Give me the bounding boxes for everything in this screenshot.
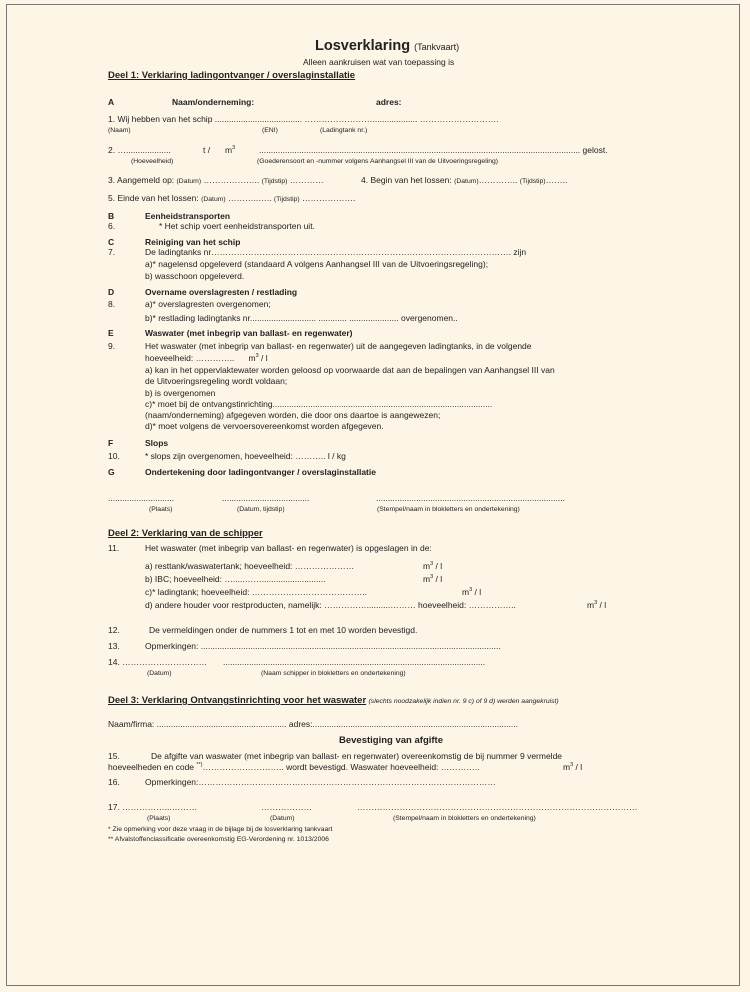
item-15-code-field[interactable]: hoeveelheden en code **)……………………….. wordt bevestigd. Waswater hoeveelheid: ………….. [108, 762, 480, 772]
item-9-option-c-cont: (naam/onderneming) afgegeven worden, die door ons daartoe is aangewezen; [145, 410, 441, 420]
section-c-title: Reiniging van het schip [145, 237, 241, 247]
footnote-1: * Zie opmerking voor deze vraag in de bijlage bij de losverklaring tankvaart [108, 826, 333, 833]
item-17-signature-field[interactable]: ……………………………………………………………………………………… [357, 802, 638, 812]
item-15-number: 15. [108, 751, 120, 761]
item-11-option-b-unit: $m^3$ / l [423, 574, 443, 584]
item-4-start-unloading[interactable]: 4. Begin van het lossen: (Datum)………….. (Tijdstip)…….. [361, 175, 568, 185]
item-9-option-a-cont: de Uitvoeringsregeling wordt voldaan; [145, 376, 288, 386]
item-9-option-a[interactable]: a) kan in het oppervlaktewater worden geloosd op voorwaarde dat aan de bepalingen van Aanhangsel III van [145, 365, 555, 375]
part1-date-field[interactable]: ..................................... [222, 493, 310, 503]
part2-heading: Deel 2: Verklaring van de schipper [108, 528, 263, 539]
item-7-option-a[interactable]: a)* nagelensd opgeleverd (standaard A volgens Aanhangsel III van de Uitvoeringsregeling); [145, 259, 489, 269]
page-title: Losverklaring (Tankvaart) [315, 38, 460, 54]
item-7-tanks-field[interactable]: De ladingtanks nr……………………………………………………………………………………………. zijn [145, 247, 527, 257]
item-7-number: 7. [108, 247, 116, 257]
page-subtitle: Alleen aankruisen wat van toepassing is [303, 57, 455, 67]
item-8-option-a[interactable]: a)* overslagresten overgenomen; [145, 299, 271, 309]
item-13-remarks-field[interactable]: Opmerkingen: ............................................................................................................................... [145, 641, 501, 651]
part3-name-address-field[interactable]: Naam/firma: ....................................................... adres:....................................................................................... [108, 719, 518, 729]
section-g-title: Ondertekening door ladingontvanger / overslaginstallatie [145, 467, 376, 477]
item-2-quantity-caption: (Hoeveelheid) [131, 158, 174, 165]
item-11-option-b[interactable]: b) IBC; hoeveelheid: ….....……........................... [145, 574, 326, 584]
footnote-2: ** Afvalstoffenclassificatie overeenkomstig EG-Verordening nr. 1013/2006 [108, 836, 329, 843]
item-14-date-caption: (Datum) [147, 670, 172, 677]
form-page [6, 4, 740, 986]
section-letter-d: D [108, 287, 115, 297]
name-label: Naam/onderneming: [172, 97, 255, 107]
item-9-number: 9. [108, 341, 116, 351]
section-letter-e: E [108, 328, 114, 338]
part1-place-field[interactable]: ............................ [108, 493, 175, 503]
section-f-title: Slops [145, 438, 169, 448]
item-7-option-b[interactable]: b) wasschoon opgeleverd. [145, 271, 245, 281]
section-e-title: Waswater (met inbegrip van ballast- en regenwater) [145, 328, 353, 338]
section-d-title: Overname overslagresten / restlading [145, 287, 298, 297]
item-3-registered[interactable]: 3. Aangemeld op: (Datum) ……………….. (Tijdstip) ………… [108, 175, 324, 185]
section-letter-a: A [108, 97, 115, 107]
item-8-option-b[interactable]: b)* restlading ladingtanks nr............................ ............ ..................... overgenomen.. [145, 313, 458, 323]
item-9-quantity-field[interactable]: hoeveelheid: ………….. $m^3$ / l [145, 353, 268, 363]
item-11-option-d-unit: $m^3$ / l [587, 600, 607, 610]
part1-signature-caption: (Stempel/naam in blokletters en ondertekening) [377, 506, 520, 513]
part3-heading: Deel 3: Verklaring Ontvangstinrichting voor het waswater (slechts noodzakelijk indien nr. 9 c) of 9 d) werden aangekruist) [108, 695, 559, 706]
item-12-number: 12. [108, 625, 120, 635]
item-8-number: 8. [108, 299, 116, 309]
item-17-date-caption: (Datum) [270, 815, 295, 822]
item-6-checkbox-text[interactable]: * Het schip voert eenheidstransporten uit. [159, 221, 315, 231]
section-letter-f: F [108, 438, 114, 448]
address-label: adres: [376, 97, 402, 107]
section-b-title: Eenheidstransporten [145, 211, 231, 221]
item-9-text: Het waswater (met inbegrip van ballast- en regenwater) uit de aangegeven ladingtanks, in de volgende [145, 341, 532, 351]
item-11-number: 11. [108, 543, 120, 553]
item-17-place-caption: (Plaats) [147, 815, 171, 822]
item-15-unit: $m^3$ / l [563, 762, 583, 772]
item-6-number: 6. [108, 221, 116, 231]
item-2-goods-caption: (Goederensoort en -nummer volgens Aanhangsel III van de Uitvoeringsregeling) [257, 158, 499, 165]
part1-heading: Deel 1: Verklaring ladingontvanger / overslaginstallatie [108, 70, 356, 81]
item-9-option-d[interactable]: d)* moet volgens de vervoersovereenkomst worden afgegeven. [145, 421, 384, 431]
item-12-text: De vermeldingen onder de nummers 1 tot en met 10 worden bevestigd. [149, 625, 418, 635]
item-14-signature-field[interactable]: ............................................................................................................... [223, 657, 486, 667]
item-14-signature-caption: (Naam schipper in blokletters en ondertekening) [261, 670, 406, 677]
item-9-option-c[interactable]: c)* moet bij de ontvangstinrichting............................................................................................. [145, 399, 493, 409]
part1-signature-field[interactable]: ................................................................................ [376, 493, 565, 503]
item-1-ship-field[interactable]: 1. Wij hebben van het schip ..................................... ……………………................... ………………………. [108, 114, 499, 124]
item-11-text: Het waswater (met inbegrip van ballast- en regenwater) is opgeslagen in de: [145, 543, 432, 553]
item-2-quantity-field[interactable]: 2. …................... [108, 145, 171, 155]
item-11-option-c-unit: $m^3$ / l [462, 587, 482, 597]
item-1-eni-caption: (ENI) [262, 127, 278, 134]
item-1-tank-caption: (Ladingtank nr.) [320, 127, 368, 134]
item-1-name-caption: (Naam) [108, 127, 131, 134]
section-letter-g: G [108, 467, 115, 477]
item-11-option-a[interactable]: a) resttank/waswatertank; hoeveelheid: ………………… [145, 561, 355, 571]
item-14-date-field[interactable]: 14. ………………………… [108, 657, 208, 667]
item-13-number: 13. [108, 641, 120, 651]
item-17-signature-caption: (Stempel/naam in blokletters en ondertekening) [393, 815, 536, 822]
item-17-date-field[interactable]: ……………… [261, 802, 312, 812]
item-16-number: 16. [108, 777, 120, 787]
section-letter-b: B [108, 211, 115, 221]
item-15-text: De afgifte van waswater (met inbegrip van ballast- en regenwater) overeenkomstig de bij nummer 9 vermelde [151, 751, 563, 761]
item-17-place-field[interactable]: 17. ……………...……… [108, 802, 198, 812]
part1-place-caption: (Plaats) [149, 506, 173, 513]
item-11-option-a-unit: $m^3$ / l [423, 561, 443, 571]
section-letter-c: C [108, 237, 115, 247]
item-16-remarks-field[interactable]: Opmerkingen:…………………………………………………………………………………………… [145, 777, 496, 787]
item-10-number: 10. [108, 451, 120, 461]
item-11-option-d[interactable]: d) andere houder voor restproducten, namelijk: ……………..........……… hoeveelheid: …………….. [145, 600, 516, 610]
item-10-slops-field[interactable]: * slops zijn overgenomen, hoeveelheid: ……….. l / kg [145, 451, 346, 461]
confirmation-heading: Bevestiging van afgifte [339, 735, 443, 746]
item-9-option-b[interactable]: b) is overgenomen [145, 388, 216, 398]
item-2-unit-m3: $m^3$ [225, 145, 236, 155]
item-2-goods-field[interactable]: ........................................................................................................................................ gelost. [259, 145, 608, 155]
part1-date-caption: (Datum, tijdstip) [237, 506, 285, 513]
item-11-option-c[interactable]: c)* ladingtank; hoeveelheid: ………………………………….. [145, 587, 368, 597]
item-5-end-unloading[interactable]: 5. Einde van het lossen: (Datum) ………..….. (Tijdstip) ………………. [108, 193, 356, 203]
item-2-unit-t: t / [203, 145, 211, 155]
